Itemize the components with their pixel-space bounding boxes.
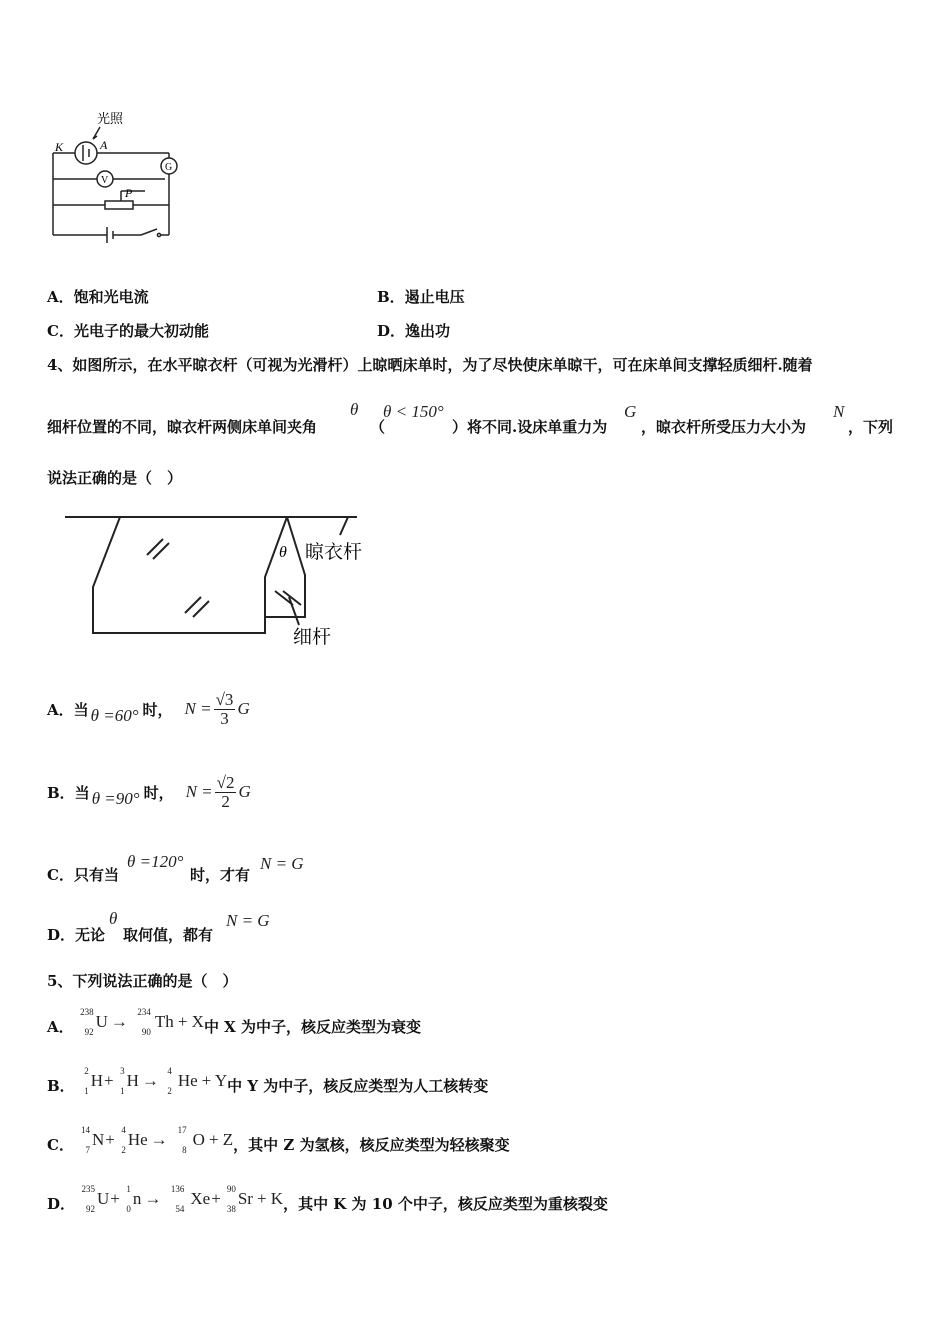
q4-b-pre: B．当 xyxy=(47,783,90,802)
q4-b-mid: 时， xyxy=(143,783,174,802)
q3-option-c: C．光电子的最大初动能 xyxy=(47,322,209,340)
light-label: 光照 xyxy=(97,112,124,127)
q4-option-a xyxy=(47,684,250,734)
photoelectric-circuit-figure xyxy=(45,105,195,245)
q5-b-label: B． xyxy=(47,1076,75,1095)
p-label: P xyxy=(125,186,133,200)
q5-c-equation: 14 7 N + 4 2 He → 17 8 O + Z xyxy=(80,1125,234,1155)
stick-label: 细杆 xyxy=(293,626,332,648)
q4-g: G xyxy=(624,402,637,421)
q4-c-eq: N = G xyxy=(260,854,304,873)
q5-d-label: D． xyxy=(47,1194,76,1213)
q4-b-cond: θ =90° xyxy=(91,789,140,808)
v-label: V xyxy=(101,175,109,186)
q4-line3: 说法正确的是（ ） xyxy=(47,469,183,487)
q4-d-mid: 取何值，都有 xyxy=(123,926,214,944)
q4-c-pre: C．只有当 xyxy=(47,866,119,884)
q4-a-eq: N = xyxy=(184,699,212,718)
q5-option-b xyxy=(47,1064,488,1098)
q4-b-g: G xyxy=(238,782,251,801)
q5-c-text: ，其中 Z 为氢核，核反应类型为轻核聚变 xyxy=(233,1135,510,1154)
q4-line2-d: ，晾衣杆所受压力大小为 xyxy=(641,418,807,436)
q4-n: N xyxy=(833,402,845,421)
q4-b-eq: N = xyxy=(185,782,213,801)
a-label: A xyxy=(100,138,108,152)
q3-option-a: A．饱和光电流 xyxy=(47,288,149,306)
k-label: K xyxy=(55,140,64,154)
q5-a-text: 中 X 为中子，核反应类型为衰变 xyxy=(203,1017,422,1036)
q5-option-d xyxy=(47,1182,608,1216)
q4-a-fraction xyxy=(214,691,236,728)
q5-a-equation: 238 92 U → 234 90 Th + X xyxy=(80,1007,204,1037)
q4-a-cond: θ =60° xyxy=(90,706,139,725)
q4-a-pre: A．当 xyxy=(47,700,89,719)
q5-a-label: A． xyxy=(47,1017,74,1036)
q5-stem: 5、下列说法正确的是（ ） xyxy=(47,972,238,990)
q4-d-pre: D．无论 xyxy=(47,926,106,944)
q4-line2-a: 细杆位置的不同，晾衣杆两侧床单间夹角 xyxy=(47,418,318,436)
q4-line1: 4、如图所示，在水平晾衣杆（可视为光滑杆）上晾晒床单时，为了尽快使床单晾干，可在床单间支撑轻质细杆.随着 xyxy=(47,356,813,374)
clothesline-figure xyxy=(65,505,385,655)
q5-option-c xyxy=(47,1123,510,1157)
q5-option-a xyxy=(47,1005,421,1039)
q5-c-label: C． xyxy=(47,1135,74,1154)
q4-option-b xyxy=(47,767,251,817)
q4-line2-c: ）将不同.设床单重力为 xyxy=(452,418,608,436)
q4-line2-e: ，下列 xyxy=(848,418,894,436)
rod-label: 晾衣杆 xyxy=(305,541,363,563)
q3-option-b: B．遏止电压 xyxy=(377,288,465,306)
q5-d-text: ，其中 K 为 10 个中子，核反应类型为重核裂变 xyxy=(283,1194,608,1213)
q5-b-equation: 2 1 H + 3 1 H → 4 2 He + Y xyxy=(84,1066,228,1096)
q4-c-cond: θ =120° xyxy=(127,852,184,871)
q4-b-fraction xyxy=(215,774,237,811)
q5-d-equation: 235 92 U + 1 0 n → 136 54 Xe + 90 38 Sr + K xyxy=(81,1184,284,1214)
q4-d-eq: N = G xyxy=(226,911,270,930)
q3-option-d: D．逸出功 xyxy=(377,322,451,340)
g-label: G xyxy=(165,162,173,173)
q5-b-text: 中 Y 为中子，核反应类型为人工核转变 xyxy=(227,1076,489,1095)
q4-a-num: √3 xyxy=(215,689,234,709)
q4-theta: θ xyxy=(350,400,359,419)
q4-a-mid: 时， xyxy=(142,700,173,719)
q4-a-g: G xyxy=(237,699,250,718)
q4-b-den: 2 xyxy=(221,791,230,811)
q4-b-num: √2 xyxy=(216,772,235,792)
q4-a-den: 3 xyxy=(220,708,229,728)
q4-line2-b: （ xyxy=(370,418,386,436)
q4-d-theta: θ xyxy=(109,909,118,928)
figure-theta: θ xyxy=(279,544,287,561)
q4-c-mid: 时，才有 xyxy=(190,866,251,884)
q4-condition: θ < 150° xyxy=(383,402,444,421)
